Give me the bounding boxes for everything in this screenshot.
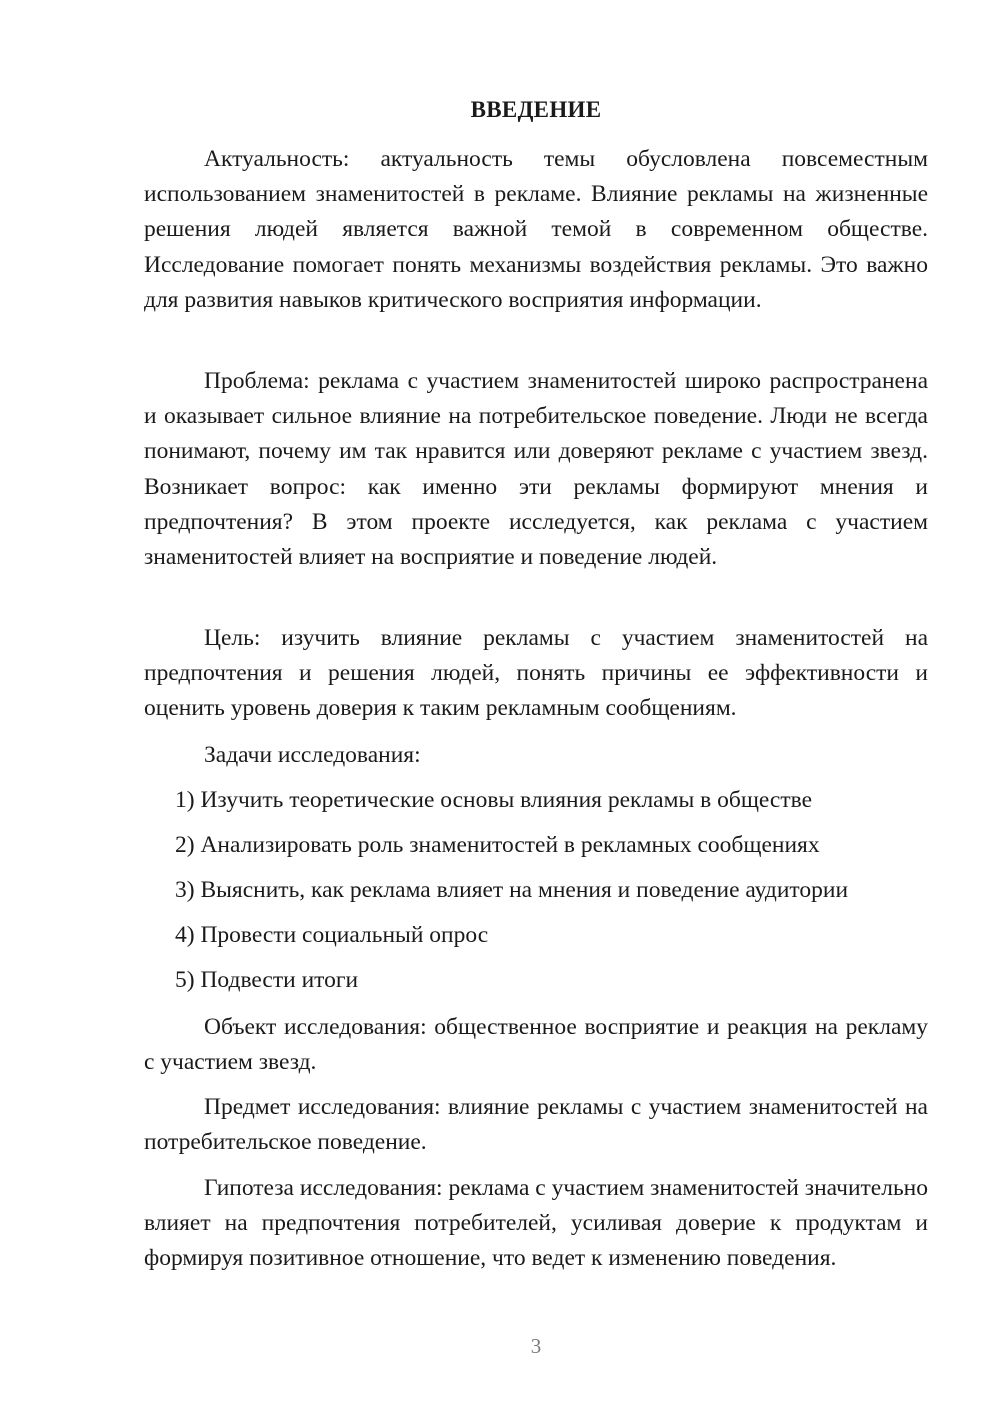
paragraph-goal: Цель: изучить влияние рекламы с участием знаменитостей на предпочтения и решения людей, понять причины ее эффективности и оценить уровень доверия к таким рекламным сообщениям.: [144, 625, 928, 722]
task-item-1: 1) Изучить теоретические основы влияния рекламы в обществе: [175, 787, 813, 813]
paragraph-hypothesis: Гипотеза исследования: реклама с участием знаменитостей значительно влияет на предпочтения потребителей, усиливая доверие к продуктам и формируя позитивное отношение, что ведет к изменению поведения.: [144, 1175, 928, 1272]
paragraph-object: Объект исследования: общественное восприятие и реакция на рекламу с участием звезд.: [144, 1014, 928, 1076]
paragraph-relevance: Актуальность: актуальность темы обусловлена повсеместным использованием знаменитостей в рекламе. Влияние рекламы на жизненные решения людей является важной темой в современном обществе. Исследование помогает понять механизмы воздействия рекламы. Это важно для развития навыков критического восприятия информации.: [144, 146, 928, 313]
paragraph-subject: Предмет исследования: влияние рекламы с участием знаменитостей на потребительское поведение.: [144, 1094, 928, 1156]
task-item-4: 4) Провести социальный опрос: [175, 922, 489, 948]
task-item-5: 5) Подвести итоги: [175, 967, 359, 993]
section-title: ВВЕДЕНИЕ: [470, 97, 602, 122]
paragraph-problem: Проблема: реклама с участием знаменитостей широко распространена и оказывает сильное влияние на потребительское поведение. Люди не всегда понимают, почему им так нравится или доверяют рекламе с участием звезд. Возникает вопрос: как именно эти рекламы формируют мнения и предпочтения? В этом проекте исследуется, как реклама с участием знаменитостей влияет на восприятие и поведение людей.: [144, 368, 928, 571]
page-number: 3: [530, 1334, 542, 1358]
task-item-2: 2) Анализировать роль знаменитостей в рекламных сообщениях: [175, 832, 820, 858]
tasks-heading: Задачи исследования:: [204, 742, 421, 768]
task-item-3: 3) Выяснить, как реклама влияет на мнения и поведение аудитории: [175, 877, 849, 903]
